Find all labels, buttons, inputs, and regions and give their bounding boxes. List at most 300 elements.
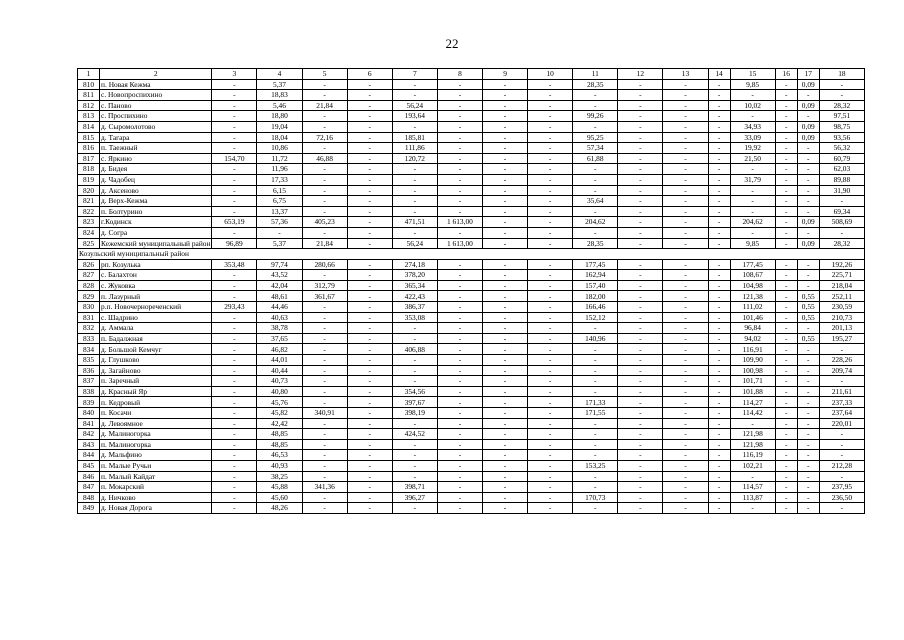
value-cell: - (708, 397, 730, 408)
value-cell: - (663, 143, 708, 154)
value-cell: 18,80 (257, 111, 302, 122)
value-cell: - (819, 90, 864, 101)
row-number-cell: 830 (78, 302, 100, 313)
value-cell: - (663, 280, 708, 291)
value-cell: - (708, 259, 730, 270)
value-cell: 398,19 (392, 408, 437, 419)
table-row (78, 386, 865, 397)
value-cell: - (618, 196, 663, 207)
value-cell: - (437, 174, 482, 185)
value-cell: - (663, 355, 708, 366)
table-row (78, 164, 865, 175)
value-cell: - (437, 227, 482, 238)
value-cell: - (730, 471, 775, 482)
value-cell: 121,38 (730, 291, 775, 302)
value-cell: - (302, 471, 347, 482)
value-cell: - (528, 429, 573, 440)
value-cell: - (347, 376, 392, 387)
value-cell: - (528, 408, 573, 419)
table-row (78, 153, 865, 164)
value-cell: 398,71 (392, 482, 437, 493)
value-cell: - (663, 259, 708, 270)
value-cell: - (573, 227, 618, 238)
settlement-cell: с. Яркино (100, 153, 212, 164)
value-cell: - (663, 132, 708, 143)
value-cell: - (437, 408, 482, 419)
table-row (78, 418, 865, 429)
value-cell: - (775, 259, 797, 270)
value-cell: - (212, 90, 257, 101)
value-cell: - (212, 143, 257, 154)
value-cell: - (392, 503, 437, 514)
value-cell: - (663, 492, 708, 503)
value-cell: 21,50 (730, 153, 775, 164)
value-cell: - (528, 185, 573, 196)
value-cell: 204,62 (573, 217, 618, 228)
value-cell: - (618, 386, 663, 397)
row-number-cell: 826 (78, 259, 100, 270)
value-cell: - (663, 238, 708, 249)
value-cell: - (775, 376, 797, 387)
value-cell: - (797, 206, 819, 217)
value-cell: - (437, 471, 482, 482)
value-cell: - (482, 164, 527, 175)
value-cell: 0,55 (797, 312, 819, 323)
value-cell: - (347, 185, 392, 196)
value-cell: - (302, 355, 347, 366)
value-cell: - (618, 280, 663, 291)
value-cell: - (708, 90, 730, 101)
settlement-cell: п. Малиногорка (100, 439, 212, 450)
row-number-cell: 836 (78, 365, 100, 376)
value-cell: - (730, 185, 775, 196)
value-cell: 104,98 (730, 280, 775, 291)
value-cell: - (482, 418, 527, 429)
value-cell: - (392, 460, 437, 471)
value-cell: 424,52 (392, 429, 437, 440)
table-row (78, 206, 865, 217)
value-cell: - (302, 503, 347, 514)
value-cell: - (392, 355, 437, 366)
settlement-cell: п. Малый Кайдат (100, 471, 212, 482)
value-cell: 116,19 (730, 450, 775, 461)
value-cell: 57,36 (257, 217, 302, 228)
table-row (78, 376, 865, 387)
value-cell: 89,88 (819, 174, 864, 185)
value-cell: - (775, 164, 797, 175)
table-row (78, 196, 865, 207)
row-number-cell: 833 (78, 333, 100, 344)
value-cell: - (730, 206, 775, 217)
value-cell: - (618, 217, 663, 228)
value-cell: - (775, 270, 797, 281)
value-cell: - (663, 323, 708, 334)
row-number-cell: 846 (78, 471, 100, 482)
row-number-cell: 834 (78, 344, 100, 355)
value-cell: 44,46 (257, 302, 302, 313)
table-row (78, 111, 865, 122)
value-cell: - (618, 482, 663, 493)
value-cell: - (797, 164, 819, 175)
row-number-cell: 828 (78, 280, 100, 291)
value-cell: 111,02 (730, 302, 775, 313)
value-cell: 45,60 (257, 492, 302, 503)
value-cell: - (437, 333, 482, 344)
settlement-cell: п. Лазурный (100, 291, 212, 302)
settlement-cell: п. Бадалжная (100, 333, 212, 344)
value-cell: - (663, 217, 708, 228)
value-cell: - (775, 344, 797, 355)
value-cell: 60,79 (819, 153, 864, 164)
value-cell: - (437, 90, 482, 101)
value-cell: - (708, 471, 730, 482)
value-cell: - (708, 312, 730, 323)
value-cell: - (347, 323, 392, 334)
value-cell: 98,75 (819, 121, 864, 132)
value-cell: - (482, 79, 527, 90)
value-cell: - (708, 143, 730, 154)
value-cell: - (663, 333, 708, 344)
value-cell: - (775, 174, 797, 185)
value-cell: - (708, 323, 730, 334)
value-cell: - (663, 302, 708, 313)
value-cell: - (528, 376, 573, 387)
value-cell: - (302, 121, 347, 132)
value-cell: - (618, 397, 663, 408)
value-cell: - (302, 196, 347, 207)
value-cell: 1 613,00 (437, 217, 482, 228)
value-cell: - (708, 450, 730, 461)
value-cell: - (482, 344, 527, 355)
settlement-cell: д. Сыромолотово (100, 121, 212, 132)
row-number-cell: 827 (78, 270, 100, 281)
value-cell: 0,55 (797, 302, 819, 313)
row-number-cell: 813 (78, 111, 100, 122)
value-cell: - (819, 439, 864, 450)
value-cell: - (775, 143, 797, 154)
value-cell: - (775, 386, 797, 397)
value-cell: - (819, 450, 864, 461)
value-cell: - (212, 270, 257, 281)
value-cell: - (437, 291, 482, 302)
value-cell: - (775, 153, 797, 164)
value-cell: - (775, 492, 797, 503)
value-cell: - (797, 397, 819, 408)
value-cell: - (528, 206, 573, 217)
value-cell: - (482, 185, 527, 196)
table-row (78, 259, 865, 270)
value-cell: 113,87 (730, 492, 775, 503)
value-cell: 353,08 (392, 312, 437, 323)
value-cell: - (302, 206, 347, 217)
value-cell: 102,21 (730, 460, 775, 471)
value-cell: - (797, 280, 819, 291)
value-cell: 166,46 (573, 302, 618, 313)
value-cell: - (663, 312, 708, 323)
table-row (78, 333, 865, 344)
value-cell: - (797, 429, 819, 440)
value-cell: - (528, 439, 573, 450)
value-cell: - (212, 196, 257, 207)
value-cell: - (528, 174, 573, 185)
value-cell: 230,59 (819, 302, 864, 313)
value-cell: - (775, 503, 797, 514)
value-cell: - (437, 185, 482, 196)
value-cell: - (573, 418, 618, 429)
value-cell: - (797, 227, 819, 238)
value-cell: - (482, 270, 527, 281)
value-cell: - (528, 365, 573, 376)
value-cell: - (482, 333, 527, 344)
value-cell: 33,09 (730, 132, 775, 143)
row-number-cell: 814 (78, 121, 100, 132)
value-cell: - (482, 450, 527, 461)
value-cell: - (528, 302, 573, 313)
data-table (77, 68, 865, 514)
value-cell: 46,88 (302, 153, 347, 164)
value-cell: - (347, 503, 392, 514)
value-cell: - (482, 503, 527, 514)
value-cell: - (347, 79, 392, 90)
table-row (78, 121, 865, 132)
value-cell: 11,96 (257, 164, 302, 175)
value-cell: - (708, 153, 730, 164)
value-cell: - (212, 429, 257, 440)
value-cell: - (663, 365, 708, 376)
value-cell: - (819, 503, 864, 514)
row-number-cell: 821 (78, 196, 100, 207)
value-cell: - (573, 439, 618, 450)
row-number-cell: 820 (78, 185, 100, 196)
value-cell: 97,51 (819, 111, 864, 122)
value-cell: - (775, 90, 797, 101)
value-cell: - (212, 376, 257, 387)
value-cell: 38,25 (257, 471, 302, 482)
value-cell: - (618, 121, 663, 132)
value-cell: - (302, 164, 347, 175)
value-cell: 48,85 (257, 439, 302, 450)
table-row (78, 132, 865, 143)
settlement-cell: д. Левоямное (100, 418, 212, 429)
value-cell: - (775, 418, 797, 429)
value-cell: - (212, 344, 257, 355)
settlement-cell: с. Жуковка (100, 280, 212, 291)
value-cell: - (528, 143, 573, 154)
column-header: 4 (257, 69, 302, 80)
value-cell: - (663, 482, 708, 493)
value-cell: - (482, 355, 527, 366)
value-cell: - (437, 450, 482, 461)
column-header: 10 (528, 69, 573, 80)
value-cell: 405,23 (302, 217, 347, 228)
value-cell: 19,04 (257, 121, 302, 132)
value-cell: 153,25 (573, 460, 618, 471)
value-cell: - (708, 196, 730, 207)
value-cell: - (797, 185, 819, 196)
value-cell: - (775, 482, 797, 493)
table-row (78, 280, 865, 291)
value-cell: - (618, 460, 663, 471)
value-cell: - (663, 270, 708, 281)
value-cell: - (708, 227, 730, 238)
settlement-cell: д. Тагара (100, 132, 212, 143)
row-number-cell: 842 (78, 429, 100, 440)
column-header: 13 (663, 69, 708, 80)
value-cell: - (528, 482, 573, 493)
value-cell: - (302, 397, 347, 408)
value-cell: 209,74 (819, 365, 864, 376)
table-row (78, 429, 865, 440)
table-row (78, 217, 865, 228)
settlement-cell: д. Красный Яр (100, 386, 212, 397)
value-cell: - (347, 132, 392, 143)
value-cell: - (302, 143, 347, 154)
value-cell: - (528, 121, 573, 132)
value-cell: - (775, 333, 797, 344)
value-cell: - (663, 90, 708, 101)
row-number-cell: 837 (78, 376, 100, 387)
value-cell: - (528, 503, 573, 514)
value-cell: 280,66 (302, 259, 347, 270)
table-body-kezhma (78, 79, 865, 249)
value-cell: 0,09 (797, 121, 819, 132)
value-cell: - (797, 270, 819, 281)
value-cell: - (618, 302, 663, 313)
row-number-cell: 817 (78, 153, 100, 164)
value-cell: 236,50 (819, 492, 864, 503)
value-cell: - (347, 439, 392, 450)
value-cell: - (437, 439, 482, 450)
value-cell: - (618, 164, 663, 175)
value-cell: - (663, 100, 708, 111)
value-cell: - (302, 185, 347, 196)
row-number-cell: 847 (78, 482, 100, 493)
value-cell: - (708, 503, 730, 514)
value-cell: - (302, 418, 347, 429)
value-cell: - (573, 482, 618, 493)
value-cell: - (437, 164, 482, 175)
value-cell: - (347, 365, 392, 376)
value-cell: - (347, 460, 392, 471)
value-cell: 18,04 (257, 132, 302, 143)
value-cell: - (797, 460, 819, 471)
value-cell: - (347, 482, 392, 493)
value-cell: - (797, 344, 819, 355)
value-cell: 44,01 (257, 355, 302, 366)
value-cell: - (775, 132, 797, 143)
value-cell: - (708, 217, 730, 228)
value-cell: - (528, 450, 573, 461)
value-cell: 9,85 (730, 238, 775, 249)
value-cell: - (663, 376, 708, 387)
value-cell: 48,85 (257, 429, 302, 440)
value-cell: - (482, 174, 527, 185)
value-cell: - (775, 397, 797, 408)
row-number-cell: 818 (78, 164, 100, 175)
value-cell: - (618, 174, 663, 185)
value-cell: - (618, 492, 663, 503)
row-number-cell: 831 (78, 312, 100, 323)
value-cell: - (212, 185, 257, 196)
table-row (78, 365, 865, 376)
value-cell: - (528, 492, 573, 503)
value-cell: - (573, 323, 618, 334)
value-cell: - (797, 376, 819, 387)
value-cell: 100,98 (730, 365, 775, 376)
value-cell: - (528, 280, 573, 291)
value-cell: - (663, 185, 708, 196)
value-cell: - (775, 196, 797, 207)
value-cell: - (437, 429, 482, 440)
value-cell: 5,37 (257, 238, 302, 249)
value-cell: 225,71 (819, 270, 864, 281)
value-cell: - (775, 121, 797, 132)
row-number-cell: 848 (78, 492, 100, 503)
value-cell: - (708, 280, 730, 291)
value-cell: - (482, 408, 527, 419)
value-cell: - (663, 206, 708, 217)
value-cell: - (347, 90, 392, 101)
table-row (78, 482, 865, 493)
value-cell: - (618, 355, 663, 366)
value-cell: 0,09 (797, 132, 819, 143)
value-cell: - (708, 492, 730, 503)
value-cell: - (302, 79, 347, 90)
value-cell: - (482, 460, 527, 471)
value-cell: - (347, 100, 392, 111)
value-cell: - (618, 471, 663, 482)
value-cell: - (663, 196, 708, 207)
value-cell: - (775, 291, 797, 302)
value-cell: - (482, 100, 527, 111)
value-cell: - (708, 460, 730, 471)
value-cell: 46,82 (257, 344, 302, 355)
value-cell: - (212, 291, 257, 302)
value-cell: - (212, 397, 257, 408)
value-cell: - (392, 227, 437, 238)
value-cell: - (730, 164, 775, 175)
table-row (78, 302, 865, 313)
value-cell: - (797, 450, 819, 461)
value-cell: - (775, 238, 797, 249)
value-cell: - (775, 365, 797, 376)
value-cell: - (573, 344, 618, 355)
value-cell: - (775, 100, 797, 111)
value-cell: - (347, 302, 392, 313)
value-cell: - (708, 174, 730, 185)
value-cell: - (212, 450, 257, 461)
value-cell: 365,34 (392, 280, 437, 291)
value-cell: 152,12 (573, 312, 618, 323)
value-cell: - (347, 164, 392, 175)
column-header: 8 (437, 69, 482, 80)
value-cell: - (618, 418, 663, 429)
value-cell: - (708, 270, 730, 281)
value-cell: - (797, 503, 819, 514)
value-cell: - (730, 227, 775, 238)
value-cell: - (212, 439, 257, 450)
value-cell: 0,55 (797, 333, 819, 344)
row-number-cell: 810 (78, 79, 100, 90)
page-number: 22 (445, 36, 459, 51)
value-cell: 18,83 (257, 90, 302, 101)
value-cell: - (482, 376, 527, 387)
value-cell: - (797, 471, 819, 482)
table-row (78, 238, 865, 249)
value-cell: 237,33 (819, 397, 864, 408)
column-header: 2 (100, 69, 212, 80)
column-header: 16 (775, 69, 797, 80)
